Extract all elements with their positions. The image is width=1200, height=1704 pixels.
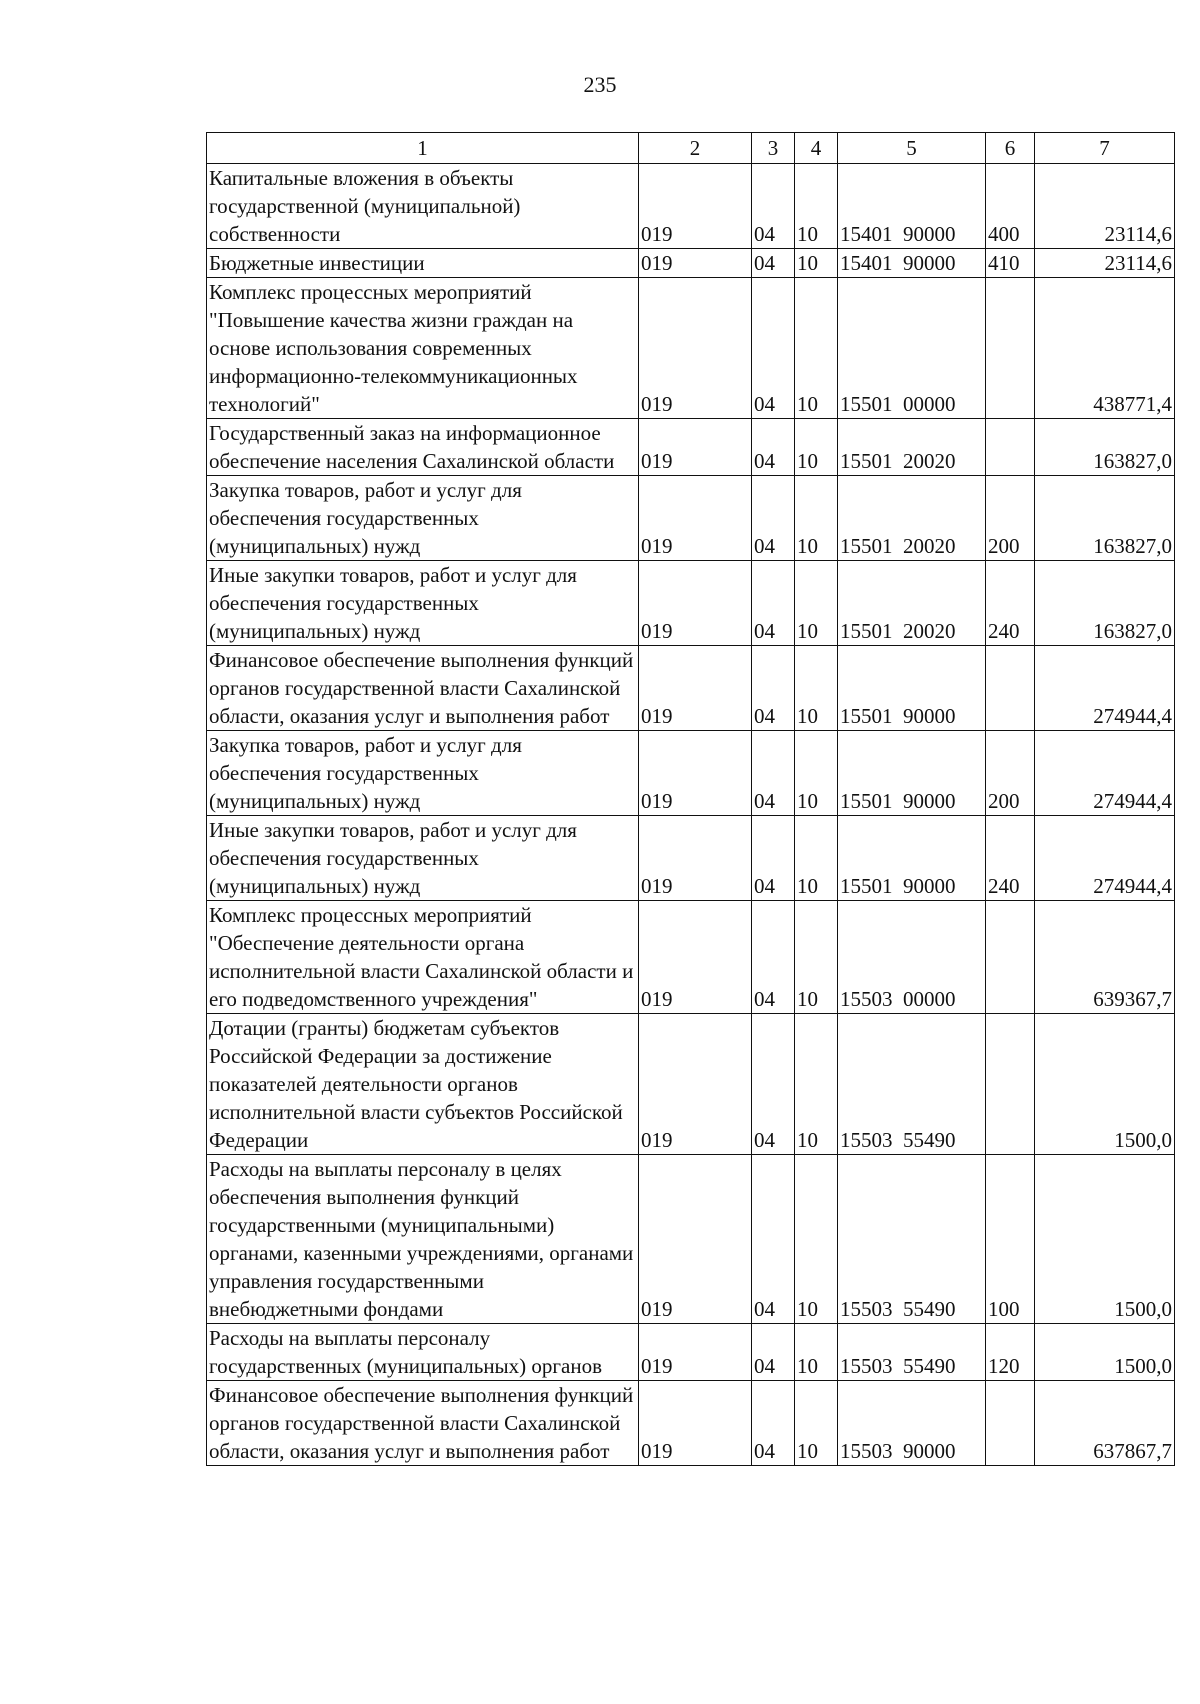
table-row	[207, 1324, 1175, 1381]
table-row	[207, 816, 1175, 901]
header-cell-1: 1	[207, 133, 639, 164]
amount-cell: 1500,0	[1035, 1014, 1175, 1155]
row-name-cell: Бюджетные инвестиции	[207, 249, 639, 278]
expense-type-cell	[986, 278, 1035, 419]
section-cell: 04	[752, 278, 795, 419]
expense-type-cell	[986, 646, 1035, 731]
ministry-code-cell: 019	[639, 1014, 752, 1155]
target-article-cell: 15501 20020	[838, 476, 986, 561]
amount-cell: 637867,7	[1035, 1381, 1175, 1466]
section-cell: 04	[752, 476, 795, 561]
header-row	[207, 133, 1175, 164]
target-article-cell: 15501 90000	[838, 731, 986, 816]
subsection-cell: 10	[795, 731, 838, 816]
ministry-code-cell: 019	[639, 561, 752, 646]
amount-cell: 274944,4	[1035, 816, 1175, 901]
section-cell: 04	[752, 561, 795, 646]
subsection-cell: 10	[795, 561, 838, 646]
amount-cell: 639367,7	[1035, 901, 1175, 1014]
section-cell: 04	[752, 646, 795, 731]
target-article-cell: 15501 90000	[838, 646, 986, 731]
table-row	[207, 249, 1175, 278]
subsection-cell: 10	[795, 1324, 838, 1381]
row-name-cell: Расходы на выплаты персоналу в целях обеспечения выполнения функций государственными (муниципальными) органами, казенными учреждениями, органами управления государственными внебюджетными фондами	[207, 1155, 639, 1324]
row-name-cell: Иные закупки товаров, работ и услуг для обеспечения государственных (муниципальных) нужд	[207, 816, 639, 901]
section-cell: 04	[752, 1381, 795, 1466]
table-row	[207, 646, 1175, 731]
table-row	[207, 1155, 1175, 1324]
ministry-code-cell: 019	[639, 1155, 752, 1324]
section-cell: 04	[752, 249, 795, 278]
table-row	[207, 278, 1175, 419]
target-article-cell: 15503 55490	[838, 1324, 986, 1381]
subsection-cell: 10	[795, 646, 838, 731]
row-name-cell: Капитальные вложения в объекты государственной (муниципальной) собственности	[207, 164, 639, 249]
amount-cell: 1500,0	[1035, 1155, 1175, 1324]
table-body	[207, 164, 1175, 1466]
section-cell: 04	[752, 1324, 795, 1381]
table-row	[207, 164, 1175, 249]
amount-cell: 274944,4	[1035, 646, 1175, 731]
target-article-cell: 15501 20020	[838, 419, 986, 476]
target-article-cell: 15503 90000	[838, 1381, 986, 1466]
ministry-code-cell: 019	[639, 901, 752, 1014]
section-cell: 04	[752, 1155, 795, 1324]
row-name-cell: Финансовое обеспечение выполнения функций органов государственной власти Сахалинской области, оказания услуг и выполнения работ	[207, 646, 639, 731]
expense-type-cell: 240	[986, 816, 1035, 901]
subsection-cell: 10	[795, 278, 838, 419]
ministry-code-cell: 019	[639, 249, 752, 278]
target-article-cell: 15401 90000	[838, 164, 986, 249]
header-cell-6: 6	[986, 133, 1035, 164]
row-name-cell: Дотации (гранты) бюджетам субъектов Российской Федерации за достижение показателей деятельности органов исполнительной власти субъектов Российской Федерации	[207, 1014, 639, 1155]
ministry-code-cell: 019	[639, 731, 752, 816]
section-cell: 04	[752, 901, 795, 1014]
subsection-cell: 10	[795, 1014, 838, 1155]
row-name-cell: Иные закупки товаров, работ и услуг для обеспечения государственных (муниципальных) нужд	[207, 561, 639, 646]
section-cell: 04	[752, 816, 795, 901]
amount-cell: 1500,0	[1035, 1324, 1175, 1381]
ministry-code-cell: 019	[639, 1381, 752, 1466]
section-cell: 04	[752, 164, 795, 249]
target-article-cell: 15503 55490	[838, 1014, 986, 1155]
table-row	[207, 419, 1175, 476]
amount-cell: 23114,6	[1035, 249, 1175, 278]
ministry-code-cell: 019	[639, 1324, 752, 1381]
expense-type-cell	[986, 1014, 1035, 1155]
section-cell: 04	[752, 731, 795, 816]
table-row	[207, 901, 1175, 1014]
table-row	[207, 731, 1175, 816]
subsection-cell: 10	[795, 476, 838, 561]
target-article-cell: 15501 00000	[838, 278, 986, 419]
target-article-cell: 15503 00000	[838, 901, 986, 1014]
ministry-code-cell: 019	[639, 164, 752, 249]
expense-type-cell: 120	[986, 1324, 1035, 1381]
expense-type-cell	[986, 901, 1035, 1014]
ministry-code-cell: 019	[639, 646, 752, 731]
section-cell: 04	[752, 1014, 795, 1155]
table-row	[207, 1381, 1175, 1466]
subsection-cell: 10	[795, 419, 838, 476]
amount-cell: 163827,0	[1035, 476, 1175, 561]
expense-type-cell	[986, 1381, 1035, 1466]
header-cell-4: 4	[795, 133, 838, 164]
amount-cell: 23114,6	[1035, 164, 1175, 249]
table-row	[207, 476, 1175, 561]
expense-type-cell: 200	[986, 731, 1035, 816]
expense-type-cell: 240	[986, 561, 1035, 646]
target-article-cell: 15503 55490	[838, 1155, 986, 1324]
row-name-cell: Государственный заказ на информационное обеспечение населения Сахалинской области	[207, 419, 639, 476]
section-cell: 04	[752, 419, 795, 476]
row-name-cell: Закупка товаров, работ и услуг для обеспечения государственных (муниципальных) нужд	[207, 731, 639, 816]
header-cell-5: 5	[838, 133, 986, 164]
page-number: 235	[583, 72, 617, 97]
table-row	[207, 561, 1175, 646]
expense-type-cell: 200	[986, 476, 1035, 561]
expense-type-cell: 410	[986, 249, 1035, 278]
subsection-cell: 10	[795, 249, 838, 278]
expense-type-cell: 400	[986, 164, 1035, 249]
ministry-code-cell: 019	[639, 278, 752, 419]
expense-type-cell: 100	[986, 1155, 1035, 1324]
budget-table	[206, 132, 1175, 1466]
target-article-cell: 15401 90000	[838, 249, 986, 278]
subsection-cell: 10	[795, 164, 838, 249]
target-article-cell: 15501 20020	[838, 561, 986, 646]
table-row	[207, 1014, 1175, 1155]
subsection-cell: 10	[795, 1381, 838, 1466]
subsection-cell: 10	[795, 901, 838, 1014]
row-name-cell: Расходы на выплаты персоналу государственных (муниципальных) органов	[207, 1324, 639, 1381]
table-header	[207, 133, 1175, 164]
row-name-cell: Закупка товаров, работ и услуг для обеспечения государственных (муниципальных) нужд	[207, 476, 639, 561]
amount-cell: 163827,0	[1035, 561, 1175, 646]
header-cell-3: 3	[752, 133, 795, 164]
expense-type-cell	[986, 419, 1035, 476]
subsection-cell: 10	[795, 816, 838, 901]
row-name-cell: Финансовое обеспечение выполнения функций органов государственной власти Сахалинской области, оказания услуг и выполнения работ	[207, 1381, 639, 1466]
subsection-cell: 10	[795, 1155, 838, 1324]
header-cell-2: 2	[639, 133, 752, 164]
amount-cell: 274944,4	[1035, 731, 1175, 816]
amount-cell: 163827,0	[1035, 419, 1175, 476]
row-name-cell: Комплекс процессных мероприятий "Обеспечение деятельности органа исполнительной власти Сахалинской области и его подведомственного учреждения"	[207, 901, 639, 1014]
ministry-code-cell: 019	[639, 816, 752, 901]
row-name-cell: Комплекс процессных мероприятий "Повышение качества жизни граждан на основе использования современных информационно-телекоммуникационных технологий"	[207, 278, 639, 419]
header-cell-7: 7	[1035, 133, 1175, 164]
ministry-code-cell: 019	[639, 419, 752, 476]
ministry-code-cell: 019	[639, 476, 752, 561]
amount-cell: 438771,4	[1035, 278, 1175, 419]
target-article-cell: 15501 90000	[838, 816, 986, 901]
